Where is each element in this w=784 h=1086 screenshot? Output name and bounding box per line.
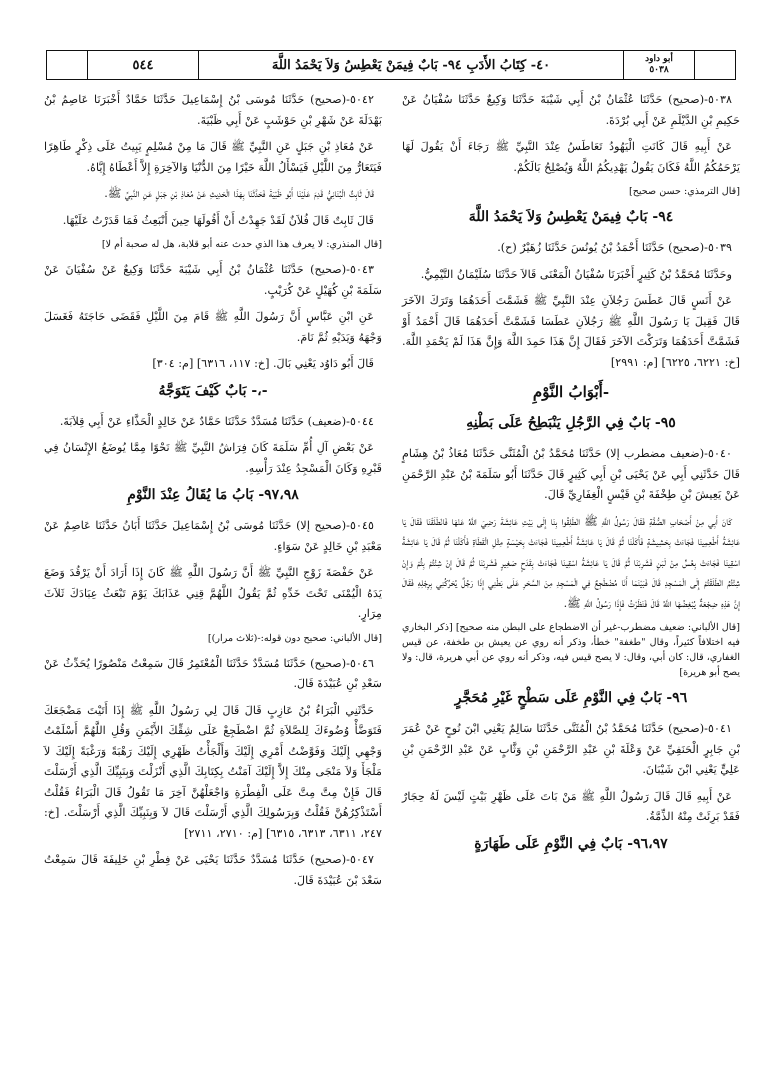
hadith-5044-isnad: ٥٠٤٤-(ضعيف) حَدَّثَنَا مُسَدَّدٌ حَدَّثَنَا حَمَّادٌ عَنْ خَالِدٍ الْحَذَّاءِ عَنْ أَبِي قِلاَبَةَ. — [59, 414, 374, 428]
chapter-98-heading: ٩٧،٩٨- بَابُ مَا يُقَالُ عِنْدَ النَّوْمِ — [127, 487, 299, 503]
chapter-94-heading: ٩٤- بَابٌ فِيمَنْ يَعْطِسُ وَلاَ يَحْمَدُ اللَّهَ — [468, 209, 674, 225]
header-chapter-title: ٤٠- كِتَابُ الأَدَبِ ٩٤- بَابٌ فِيمَنْ يَعْطِسُ وَلاَ يَحْمَدُ اللَّهَ — [198, 51, 623, 79]
hadith-5040-isnad: ٥٠٤٠-(ضعيف مضطرب إلا) حَدَّثَنَا مُحَمَّدُ بْنُ الْمُثَنَّى حَدَّثَنَا مُعَاذُ بْنُ هِشَامٍ قَالَ حَدَّثَنِي أَبِي عَنْ يَحْيَى بْنِ أَبِي كَثِيرٍ قَالَ حَدَّثَنَا أَبُو سَلَمَةَ بْنُ عَبْدِ الرَّحْمَنِ عَنْ يَعِيشَ بْنِ طِخْفَةَ بْنِ قَيْسٍ الْغِفَارِيِّ قَالَ. — [402, 447, 740, 501]
header-blank-right — [694, 51, 735, 79]
hadith-5042-matn: عَنْ مُعَاذِ بْنِ جَبَلٍ عَنِ النَّبِيِّ ﷺ قَالَ مَا مِنْ مُسْلِمٍ يَبِيتُ عَلَى ذِكْرٍ طَاهِرًا فَيَتَعَارُّ مِنَ اللَّيْلِ فَيَسْأَلُ اللَّهَ خَيْرًا مِنَ الدُّنْيَا وَالآخِرَةِ إِلاَّ أَعْطَاهُ إِيَّاهُ. — [44, 140, 382, 174]
hadith-5046-isnad: ٥٠٤٦-(صحيح) حَدَّثَنَا مُسَدَّدٌ حَدَّثَنَا الْمُعْتَمِرُ قَالَ سَمِعْتُ مَنْصُورًا يُحَدِّثُ عَنْ سَعْدِ بْنِ عُبَيْدَةَ قَالَ. — [44, 656, 382, 690]
left-column — [44, 90, 382, 897]
hadith-5041-matn: عَنْ أَبِيهِ قَالَ قَالَ رَسُولُ اللَّهِ ﷺ مَنْ بَاتَ عَلَى ظَهْرِ بَيْتٍ لَيْسَ لَهُ حِجَارٌ فَقَدْ بَرِئَتْ مِنْهُ الذِّمَّةُ. — [402, 789, 740, 823]
right-column — [402, 90, 740, 865]
chapter-95-heading: ٩٥- بَابٌ فِي الرَّجُلِ يَنْبَطِحُ عَلَى بَطْنِهِ — [466, 415, 676, 431]
page-header — [46, 50, 736, 80]
hadith-5043-abu-dawud: قَالَ أَبُو دَاوُد يَعْنِي بَالَ. [خ: ١١٧، ٦٣١٦] [م: ٣٠٤] — [152, 357, 374, 370]
hadith-5043-matn: عَنِ ابْنِ عَبَّاسٍ أَنَّ رَسُولَ اللَّهِ ﷺ قَامَ مِنَ اللَّيْلِ فَقَضَى حَاجَتَهُ فَغَسَلَ وَجْهَهُ وَيَدَيْهِ ثُمَّ نَامَ. — [44, 310, 382, 344]
hadith-5039-isnad-b: وحَدَّثَنَا مُحَمَّدُ بْنُ كَثِيرٍ أَخْبَرَنَا سُفْيَانُ الْمَعْنَى قَالاَ حَدَّثَنَا سُلَيْمَانُ التَّيْمِيُّ. — [420, 267, 732, 281]
header-blank-left — [47, 51, 87, 79]
hadith-5042-note-fulan: قَالَ ثَابِتٌ قَالَ فُلاَنٌ لَقَدْ جَهِدْتُ أَنْ أَقُولَهَا حِينَ أَنْبَعِثُ فَمَا قَدَرْتُ عَلَيْهَا. — [62, 213, 374, 227]
hadith-5039-isnad-a: ٥٠٣٩-(صحيح) حَدَّثَنَا أَحْمَدُ بْنُ يُونُسَ حَدَّثَنَا زُهَيْرٌ (ح). — [497, 241, 732, 254]
header-book-name: أبو داود — [645, 54, 673, 64]
hadith-5043-isnad: ٥٠٤٣-(صحيح) حَدَّثَنَا عُثْمَانُ بْنُ أَبِي شَيْبَةَ حَدَّثَنَا وَكِيعٌ عَنْ سُفْيَانَ عَنْ سَلَمَةَ بْنِ كُهَيْلٍ عَنْ كُرَيْبٍ. — [44, 263, 382, 297]
hadith-5042-note-thabit: قَالَ ثَابِتٌ الْبُنَانِيُّ قَدِمَ عَلَيْنَا أَبُو ظَبْيَةَ فَحَدَّثَنَا بِهَذَا الْحَدِيثِ عَنْ مُعَاذِ بْنِ جَبَلٍ عَنِ النَّبِيِّ ﷺ. — [104, 187, 374, 200]
header-book-ref — [623, 51, 694, 79]
hadith-5045-grading: [قال الألباني: صحيح دون قوله:-(ثلاث مرار)] — [207, 632, 382, 644]
hadith-5041-isnad: ٥٠٤١-(صحيح) حَدَّثَنَا مُحَمَّدُ بْنُ الْمُثَنَّى حَدَّثَنَا سَالِمٌ يَعْنِي ابْنَ نُوحٍ عَنْ عُمَرَ بْنِ جَابِرٍ الْحَنَفِيِّ عَنْ وَعْلَةَ بْنِ عَبْدِ الرَّحْمَنِ بْنِ وَثَّابٍ عَنْ عَبْدِ الرَّحْمَنِ بْنِ عَلِيٍّ يَعْنِي ابْنَ شَيْبَانَ. — [402, 722, 740, 776]
hadith-5040-grading: [قال الألباني: ضعيف مضطرب-غير أن الاضطجاع على البطن منه صحيح] [ذكر البخاري فيه اختلافاً كثيراً، وقال "طغفة" خطأ، وذكر أنه روي عن يعيش بن طخفة، عن قيس الغفاري، قال: كان أبي، وقال: لا يصح قيس فيه، وذكر أنه روي عن أبي هريرة، قال: ولا يصح أبو هريرة] — [402, 622, 740, 678]
header-page-number: ٥٤٤ — [87, 51, 198, 79]
header-hadith-range: ٥٠٣٨ — [649, 65, 669, 75]
chapter-97-heading: ٩٦،٩٧- بَابٌ فِي النَّوْمِ عَلَى طَهَارَةٍ — [474, 835, 668, 852]
hadith-5038-matn: عَنْ أَبِيهِ قَالَ كَانَتِ الْيَهُودُ تَعَاطَسُ عِنْدَ النَّبِيِّ ﷺ رَجَاءَ أَنْ يَقُولَ لَهَا يَرْحَمُكُمُ اللَّهُ فَكَانَ يَقُولُ يَهْدِيكُمُ اللَّهُ وَيُصْلِحُ بَالَكُمْ. — [402, 140, 740, 174]
hadith-5042-isnad: ٥٠٤٢-(صحيح) حَدَّثَنَا مُوسَى بْنُ إِسْمَاعِيلَ حَدَّثَنَا حَمَّادٌ أَخْبَرَنَا عَاصِمُ بْنُ بَهْدَلَةَ عَنْ شَهْرِ بْنِ حَوْشَبٍ عَنْ أَبِي ظَبْيَةَ. — [44, 93, 382, 127]
hadith-5040-matn: كَانَ أَبِي مِنْ أَصْحَابِ الصُّفَّةِ فَقَالَ رَسُولُ اللَّهِ ﷺ انْطَلِقُوا بِنَا إِلَى بَيْتِ عَائِشَةَ رَضِيَ اللَّهُ عَنْهَا فَانْطَلَقْنَا فَقَالَ يَا عَائِشَةُ أَطْعِمِينَا فَجَاءَتْ بِحَشِيشَةٍ فَأَكَلْنَا ثُمَّ قَالَ يَا عَائِشَةُ أَطْعِمِينَا فَجَاءَتْ بِحَيْسَةٍ مِثْلِ الْقَطَاةِ فَأَكَلْنَا ثُمَّ قَالَ يَا عَائِشَةُ اسْقِينَا فَجَاءَتْ بِعُسٍّ مِنْ لَبَنٍ فَشَرِبْنَا ثُمَّ قَالَ يَا عَائِشَةُ اسْقِينَا فَجَاءَتْ بِقَدَحٍ صَغِيرٍ فَشَرِبْنَا ثُمَّ قَالَ إِنْ شِئْتُمْ بِتُّمْ وَإِنْ شِئْتُمُ انْطَلَقْتُمْ إِلَى الْمَسْجِدِ قَالَ فَبَيْنَمَا أَنَا مُضْطَجِعٌ فِي الْمَسْجِدِ مِنَ السَّحَرِ عَلَى بَطْنِي إِذَا رَجُلٌ يُحَرِّكُنِي بِرِجْلِهِ فَقَالَ إِنَّ هَذِهِ ضِجْعَةٌ يُبْغِضُهَا اللَّهُ قَالَ فَنَظَرْتُ فَإِذَا رَسُولُ اللَّهِ ﷺ. — [402, 514, 740, 610]
hadith-5042-grading: [قال المنذري: لا يعرف هذا الذي حدث عنه أبو قلابة، هل له صحبة أم لا] — [101, 239, 382, 250]
hadith-5045-isnad: ٥٠٤٥-(صحيح إلا) حَدَّثَنَا مُوسَى بْنُ إِسْمَاعِيلَ حَدَّثَنَا أَبَانُ حَدَّثَنَا عَاصِمٌ عَنْ مَعْبَدِ بْنِ خَالِدٍ عَنْ سَوَاءٍ. — [44, 519, 382, 553]
hadith-5045-matn: عَنْ حَفْصَةَ زَوْجِ النَّبِيِّ ﷺ أَنَّ رَسُولَ اللَّهِ ﷺ كَانَ إِذَا أَرَادَ أَنْ يَرْقُدَ وَضَعَ يَدَهُ الْيُمْنَى تَحْتَ خَدِّهِ ثُمَّ يَقُولُ اللَّهُمَّ قِنِي عَذَابَكَ يَوْمَ تَبْعَثُ عِبَادَكَ ثَلاَثَ مِرَارٍ. — [44, 566, 382, 620]
hadith-5044-matn: عَنْ بَعْضِ آلِ أُمِّ سَلَمَةَ كَانَ فِرَاشُ النَّبِيِّ ﷺ نَحْوًا مِمَّا يُوضَعُ الإِنْسَانُ فِي قَبْرِهِ وَكَانَ الْمَسْجِدُ عِنْدَ رَأْسِهِ. — [44, 441, 382, 475]
chapter-direction-heading: -،- بَابٌ كَيْفَ يَتَوَجَّهُ — [158, 382, 268, 399]
hadith-5038-grading: [قال الترمذي: حسن صحيح] — [628, 186, 740, 197]
hadith-5039-matn: عَنْ أَنَسٍ قَالَ عَطَسَ رَجُلاَنِ عِنْدَ النَّبِيِّ ﷺ فَشَمَّتَ أَحَدَهُمَا وَتَرَكَ الآخَرَ قَالَ فَقِيلَ يَا رَسُولَ اللَّهِ ﷺ رَجُلاَنِ عَطَسَا فَشَمَّتَّ أَحَدَهُمَا قَالَ أَحْمَدُ أَوْ فَشَمَّتَّ أَحَدَهُمَا وَتَرَكْتَ الآخَرَ فَقَالَ إِنَّ هَذَا حَمِدَ اللَّهَ وَإِنَّ هَذَا لَمْ يَحْمَدِ اللَّهَ. [خ: ٦٢٢١، ٦٢٢٥] [م: ٢٩٩١] — [402, 294, 740, 369]
hadith-5038-isnad: ٥٠٣٨-(صحيح) حَدَّثَنَا عُثْمَانُ بْنُ أَبِي شَيْبَةَ حَدَّثَنَا وَكِيعٌ حَدَّثَنَا سُفْيَانُ عَنْ حَكِيمِ بْنِ الدَّيْلَمِ عَنْ أَبِي بُرْدَةَ. — [402, 93, 740, 127]
chapter-96-heading: ٩٦- بَابٌ فِي النَّوْمِ عَلَى سَطْحٍ غَيْرِ مُحَجَّرٍ — [454, 690, 688, 706]
hadith-5047-isnad: ٥٠٤٧-(صحيح) حَدَّثَنَا مُسَدَّدٌ حَدَّثَنَا يَحْيَى عَنْ فِطْرِ بْنِ خَلِيفَةَ قَالَ سَمِعْتُ سَعْدَ بْنَ عُبَيْدَةَ قَالَ. — [44, 853, 382, 887]
hadith-5046-matn: حَدَّثَنِي الْبَرَاءُ بْنُ عَازِبٍ قَالَ قَالَ لِي رَسُولُ اللَّهِ ﷺ إِذَا أَتَيْتَ مَضْجَعَكَ فَتَوَضَّأْ وُضُوءَكَ لِلصَّلاَةِ ثُمَّ اضْطَجِعْ عَلَى شِقِّكَ الأَيْمَنِ وَقُلِ اللَّهُمَّ أَسْلَمْتُ وَجْهِي إِلَيْكَ وَفَوَّضْتُ أَمْرِي إِلَيْكَ وَأَلْجَأْتُ ظَهْرِي إِلَيْكَ رَهْبَةً وَرَغْبَةً إِلَيْكَ لاَ مَلْجَأَ وَلاَ مَنْجَى مِنْكَ إِلاَّ إِلَيْكَ آمَنْتُ بِكِتَابِكَ الَّذِي أَنْزَلْتَ وَبِنَبِيِّكَ الَّذِي أَرْسَلْتَ قَالَ فَإِنْ مِتَّ مِتَّ عَلَى الْفِطْرَةِ وَاجْعَلْهُنَّ آخِرَ مَا تَقُولُ قَالَ الْبَرَاءُ فَقُلْتُ أَسْتَذْكِرُهُنَّ فَقُلْتُ وَبِرَسُولِكَ الَّذِي أَرْسَلْتَ قَالَ لاَ وَبِنَبِيِّكَ الَّذِي أَرْسَلْتَ. [خ: ٢٤٧، ٦٣١١، ٦٣١٣، ٦٣١٥] [م: ٢٧١٠، ٢٧١١] — [44, 703, 382, 840]
section-sleep-heading: -أَبْوَابُ النَّوْمِ — [532, 383, 610, 401]
